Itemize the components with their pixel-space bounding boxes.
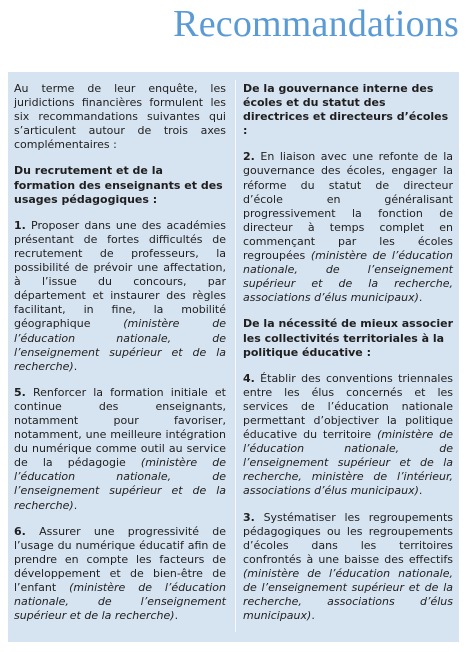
recommendation-number: 5. [14,385,26,399]
recommendation-5 [14,386,226,513]
recommendation-text: Systématiser les regroupements pédagogiques ou les regroupements d’écoles dans les territoires confrontés à une baisse des effectifs [243,510,453,566]
recommendations-box [8,72,459,642]
recommendation-1 [14,219,226,374]
recommendation-end: . [418,484,423,498]
recommendation-ministries: (ministère de l’éducation nationale, de l’enseignement supérieur et de la recherche, associations d’élus municipaux) [243,566,453,623]
axis-heading-governance: De la gouvernance interne des écoles et du statut des directrices et directeurs d’écoles : [243,82,449,138]
recommendation-ministries: (ministère de l’éducation nationale, de l’enseignement supérieur et de la recherche, ministère de l’intérieur, associations d’élus municipaux) [243,428,453,498]
recommendation-number: 2. [243,150,255,164]
recommendation-end: . [418,291,423,305]
recommendation-end: . [73,498,78,512]
page-title: Recommandations [173,3,459,45]
recommendation-text: Établir des conventions triennales entre les élus concernés et les services de l’éducation nationale permettant d’objectiver la politique éducative du territoire [243,371,453,442]
recommendation-number: 1. [14,218,26,232]
recommendation-2 [243,150,453,305]
recommendation-text: Proposer dans une des académies présentant de fortes difficultés de recrutement de professeurs, la possibilité de prévoir une affectation, à l’issue du concours, par département et instaurer des règles facilitant, in fine, la mobilité géographique [14,218,226,331]
axis-heading-territories: De la nécessité de mieux associer les collectivités territoriales à la politique éducative : [243,317,453,359]
recommendation-ministries: (ministère de l’éducation nationale, de l’enseignement supérieur et de la recherche) [14,317,226,373]
intro-paragraph: Au terme de leur enquête, les juridictions financières formulent les six recommandations suivantes qui s’articulent autour de trois axes complémentaires : [14,82,226,152]
recommendation-text: En liaison avec une refonte de la gouvernance des écoles, engager la réforme du statut de directeur d’école en généralisant progressivement la fonction de directeur à temps complet en commençant par les écoles regroupées [243,150,453,263]
recommendation-ministries: (ministère de l’éducation nationale, de l’enseignement supérieur et de la recherche, associations d’élus municipaux) [243,249,453,305]
recommendation-end: . [311,609,315,623]
recommendation-number: 4. [243,371,255,385]
recommendation-end: . [73,359,78,373]
recommendation-text: Renforcer la formation initiale et continue des enseignants, notamment pour favoriser, notamment, une meilleure intégration du numérique comme outil au service de la pédagogie [14,385,226,470]
recommendation-4 [243,372,453,499]
recommendation-3 [243,511,453,624]
recommendation-ministries: (ministère de l’éducation nationale, de l’enseignement supérieur et de la recherche) [14,581,227,623]
recommendation-number: 6. [14,524,26,538]
recommendation-6 [14,525,226,624]
recommendation-text: Assurer une progressivité de l’usage du numérique éducatif afin de prendre en compte les facteurs de développement et de bien-être de l’enfant [14,524,226,594]
column-divider [235,80,236,632]
recommendation-number: 3. [243,510,255,524]
recommendation-ministries: (ministère de l’éducation nationale, de l’enseignement supérieur et de la recherche) [14,456,226,512]
axis-heading-recruitment: Du recrutement et de la formation des enseignants et des usages pédagogiques : [14,164,223,206]
left-column [14,82,226,635]
recommendation-end: . [174,609,179,623]
right-column [243,82,453,635]
